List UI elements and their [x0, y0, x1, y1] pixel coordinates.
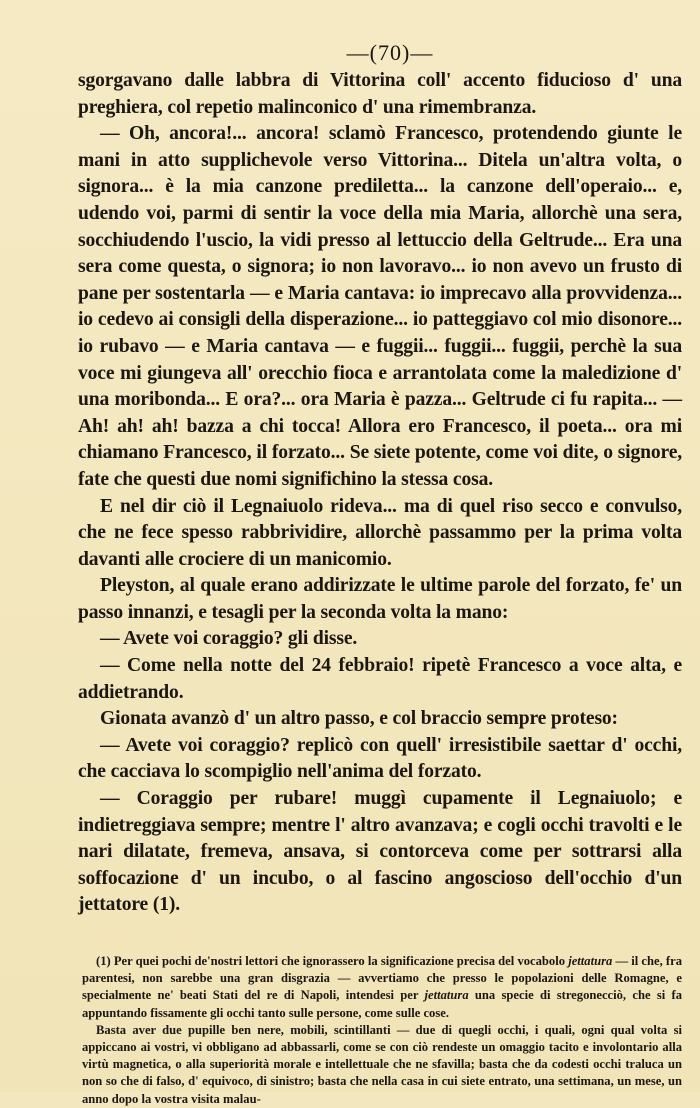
paragraph: — Avete voi coraggio? gli disse. — [100, 628, 358, 650]
body-text — [78, 68, 682, 919]
paragraph: sgorgavano dalle labbra di Vittorina coll' accento fiducioso d' una preghiera, col repetio malinconico d' una rimembranza. — [78, 70, 682, 118]
paragraph: Pleyston, al quale erano addirizzate le ultime parole del forzato, fe' un passo innanzi, e tesagli per la seconda volta la mano: — [78, 575, 682, 623]
paragraph: E nel dir ciò il Legnaiuolo rideva... ma di quel riso secco e convulso, che ne fece spesso rabbrividire, allorchè passammo per la prima volta davanti alle crociere di un manicomio. — [78, 495, 682, 570]
footnote-text: (1) Per quei pochi de'nostri lettori che ignorassero la significazione precisa del vocabolo — [96, 954, 569, 968]
footnotes — [78, 953, 682, 1108]
paragraph: — Come nella notte del 24 febbraio! ripetè Francesco a voce alta, e addietrando. — [78, 655, 682, 703]
page-number: —(70)— — [346, 40, 434, 65]
footnote-continuation: Basta aver due pupille ben nere, mobili, scintillanti — due di quegli occhi, i quali, ogni qual volta si appiccano ai vostri, vi obbligano ad abbassarli, come se con ciò rendeste un omaggio tacito e involontario alla virtù magnetica, o alla superiorità morale e intellettuale che ne sfavilla; basta che da codesti occhi traluca un non so che di falso, d' equivoco, di sinistro; basta che nella casa in cui siete entrato, una settimana, un mese, un anno dopo la vostra visita malau- — [82, 1022, 682, 1106]
paragraph: Gionata avanzò d' un altro passo, e col braccio sempre proteso: — [100, 708, 618, 730]
footnote-term: jettatura — [424, 988, 469, 1003]
paragraph: — Oh, ancora!... ancora! sclamò Francesco, protendendo giunte le mani in atto supplichevole verso Vittorina... Ditela un'altra volta, o signora... è la mia canzone prediletta... la canzone dell'operaio... e, udendo voi, parmi di sentir la voce della mia Maria, allorchè una sera, socchiudendo l'uscio, la vidi presso al lettuccio della Geltrude... Era una sera come questa, o signora; io non lavoravo... io non avevo un frusto di pane per sostentarla — e Maria cantava: io imprecavo alla provvidenza... io cedevo ai consigli della disperazione... io patteggiavo col mio disonore... io rubavo — e Maria cantava — e fuggii... fuggii... fuggii, perchè la sua voce mi giungeva all' orecchio fioca e arrantolata come la maledizione d' una moribonda... E ora?... ora Maria è pazza... Geltrude ci fu rapita... — Ah! ah! ah! bazza a chi tocca! Allora ero Francesco, il poeta... ora mi chiamano Francesco, il forzato... Se siete potente, come voi dite, o signore, fate che questi due nomi significhino la stessa cosa. — [78, 123, 682, 490]
paragraph: — Avete voi coraggio? replicò con quell' irresistibile saettar d' occhi, che cacciava lo scompiglio nell'anima del forzato. — [78, 734, 682, 783]
footnote-text: — il che, fra parentesi, non sarebbe una gran disgrazia — avvertiamo che presso le popolazioni delle Romagne, e specialmente ne' beati Stati del re di Napoli, intendesi per — [82, 954, 682, 1003]
footnote-separator — [78, 933, 682, 947]
paragraph: — Coraggio per rubare! muggì cupamente il Legnaiuolo; e indietreggiava sempre; mentre l' altro avanzava; e cogli occhi travolti e le nari dilatate, fremeva, ansava, si contorceva come per sottrarsi alla soffocazione d' un incubo, o al fascino angoscioso dell'occhio d'un jettatore (1). — [78, 788, 682, 916]
footnote — [82, 953, 682, 1022]
footnote-term: jettatura — [568, 954, 613, 968]
footnote-text: una specie di stregonecciò, che si fa appuntando fissamente gli occhi tanto sulle persone, come sulle cose. — [82, 988, 682, 1020]
